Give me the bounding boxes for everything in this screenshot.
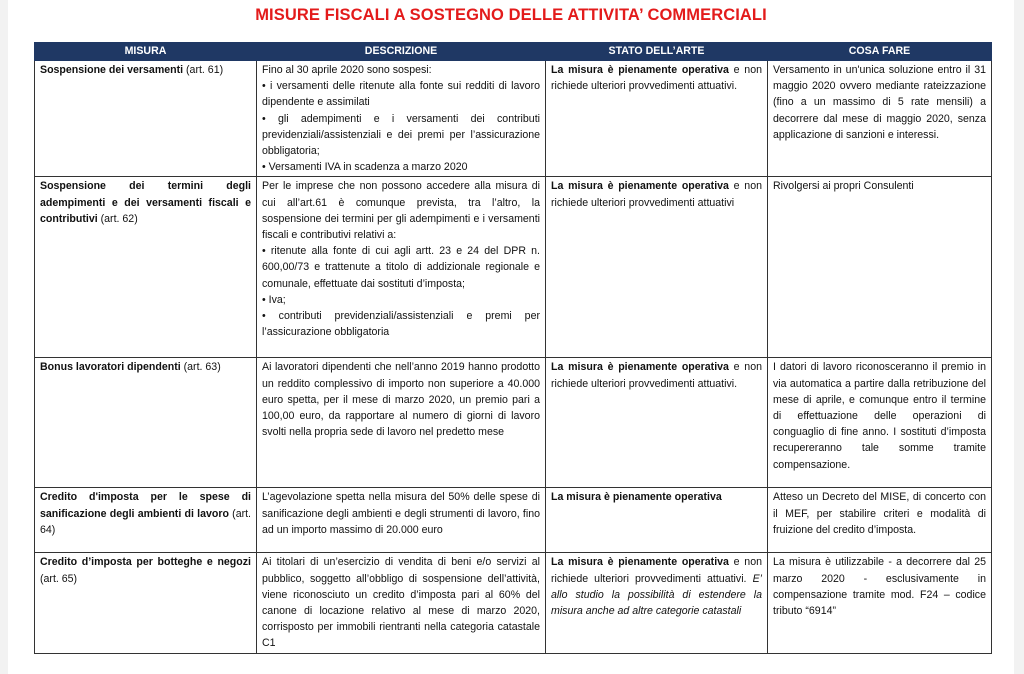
misura-article: (art. 61) (183, 64, 224, 76)
misura-title: Credito d'imposta per le spese di sanificazione degli ambienti di lavoro (40, 491, 251, 520)
column-header-misura: MISURA (35, 43, 257, 61)
stato-cell (546, 61, 768, 177)
stato-text: e non richiede ulteriori provvedimenti attuativi (551, 180, 762, 209)
misura-title: Sospensione dei termini degli adempimenti e dei versamenti fiscali e contributivi (40, 180, 251, 225)
misura-cell (35, 553, 257, 653)
stato-highlight: La misura è pienamente operativa (551, 361, 729, 374)
misura-cell (35, 177, 257, 358)
stato-highlight: La misura è pienamente operativa (551, 491, 722, 504)
misura-article: (art. 64) (40, 507, 251, 536)
misura-title: Sospensione dei versamenti (40, 64, 184, 76)
descrizione-line: • Versamenti IVA in scadenza a marzo 2020 (262, 161, 468, 174)
misura-article: (art. 65) (40, 572, 78, 585)
table-row (35, 177, 992, 358)
cosa-fare-cell: Rivolgersi ai propri Consulenti (768, 177, 992, 358)
descrizione-cell (257, 61, 546, 177)
table-row (35, 553, 992, 653)
descrizione-line: • i versamenti delle ritenute alla fonte sui redditi di lavoro dipendente e assimilati (262, 80, 540, 109)
document-page (8, 0, 1014, 674)
misura-cell (35, 488, 257, 553)
cosa-fare-cell: I datori di lavoro riconosceranno il premio in via automatica a partire dalla retribuzione del mese di aprile, e comunque entro il termine di effettuazione delle operazioni di conguaglio di fine anno. I sostituti d’imposta recupereranno tale somme tramite compensazione. (768, 358, 992, 488)
stato-highlight: La misura è pienamente operativa (551, 64, 729, 76)
descrizione-cell (257, 553, 546, 653)
stato-cell (546, 488, 768, 553)
misura-title: Bonus lavoratori dipendenti (40, 361, 181, 374)
descrizione-cell (257, 488, 546, 553)
column-header-descrizione: DESCRIZIONE (257, 43, 546, 61)
descrizione-line: L’agevolazione spetta nella misura del 50% delle spese di sanificazione degli ambienti e degli strumenti di lavoro, fino ad un importo massimo di 20.000 euro (262, 491, 540, 536)
stato-note: E’ allo studio la possibilità di estendere la misura anche ad altre categorie catastali (551, 572, 762, 618)
stato-cell (546, 177, 768, 358)
stato-cell (546, 358, 768, 488)
stato-text: e non richiede ulteriori provvedimenti attuativi. (551, 556, 762, 585)
descrizione-cell (257, 177, 546, 358)
table-row (35, 61, 992, 177)
descrizione-line: • contributi previdenziali/assistenziali e premi per l’assicurazione obbligatoria (262, 310, 540, 339)
descrizione-line: • Iva; (262, 293, 286, 306)
misura-cell (35, 61, 257, 177)
column-header-cosa-fare: COSA FARE (768, 43, 992, 61)
descrizione-line: Ai lavoratori dipendenti che nell’anno 2019 hanno prodotto un reddito complessivo di importo non superiore a 40.000 euro spetta, per il mese di marzo 2020, un premio pari a 100,00 euro, da rapportare al numero di giorni di lavoro svolti nella propria sede di lavoro nel predetto mese (262, 361, 540, 439)
descrizione-line: Ai titolari di un’esercizio di vendita di beni e/o servizi al pubblico, soggetto all’obbligo di sospensione dell’attività, viene riconosciuto un credito d’imposta pari al 60% del canone di locazione relativo al mese di marzo 2020, corrisposto per immobili rientranti nella categoria catastale C1 (262, 556, 540, 650)
misura-article: (art. 62) (97, 212, 138, 225)
stato-cell (546, 553, 768, 653)
stato-text: e non richiede ulteriori provvedimenti attuativi. (551, 64, 762, 93)
column-header-stato: STATO DELL’ARTE (546, 43, 768, 61)
descrizione-cell (257, 358, 546, 488)
misura-article: (art. 63) (180, 361, 221, 374)
descrizione-line: • gli adempimenti e i versamenti dei contributi previdenziali/assistenziali e dei premi per l’assicurazione obbligatoria; (262, 112, 540, 158)
stato-highlight: La misura è pienamente operativa (551, 556, 729, 569)
descrizione-line: Per le imprese che non possono accedere alla misura di cui all’art.61 è comunque prevista, tra l’altro, la sospensione dei termini per gli adempimenti e i versamenti fiscali e contributivi relativi a: (262, 180, 540, 242)
table-row (35, 358, 992, 488)
misura-cell (35, 358, 257, 488)
descrizione-line: • ritenute alla fonte di cui agli artt. 23 e 24 del DPR n. 600,00/73 e trattenute a titolo di addizionale regionale e comunale, effettuate dai sostituti d’imposta; (262, 245, 540, 290)
cosa-fare-cell: Atteso un Decreto del MISE, di concerto con il MEF, per stabilire criteri e modalità di fruizione del credito d’imposta. (768, 488, 992, 553)
cosa-fare-cell: La misura è utilizzabile - a decorrere dal 25 marzo 2020 - esclusivamente in compensazione tramite mod. F24 – codice tributo “6914” (768, 553, 992, 653)
measures-table (34, 42, 992, 654)
table-header-row (35, 43, 992, 61)
misura-title: Credito d’imposta per botteghe e negozi (40, 556, 251, 569)
descrizione-line: Fino al 30 aprile 2020 sono sospesi: (262, 64, 432, 76)
stato-text: e non richiede ulteriori provvedimenti attuativi. (551, 361, 762, 390)
stato-highlight: La misura è pienamente operativa (551, 180, 729, 193)
table-row (35, 488, 992, 553)
cosa-fare-cell: Versamento in un'unica soluzione entro il 31 maggio 2020 ovvero mediante rateizzazione (fino a un massimo di 5 rate mensili) a decorrere dal mese di maggio 2020, senza applicazione di sanzioni e interessi. (768, 61, 992, 177)
document-title: MISURE FISCALI A SOSTEGNO DELLE ATTIVITA’ COMMERCIALI (255, 6, 767, 24)
